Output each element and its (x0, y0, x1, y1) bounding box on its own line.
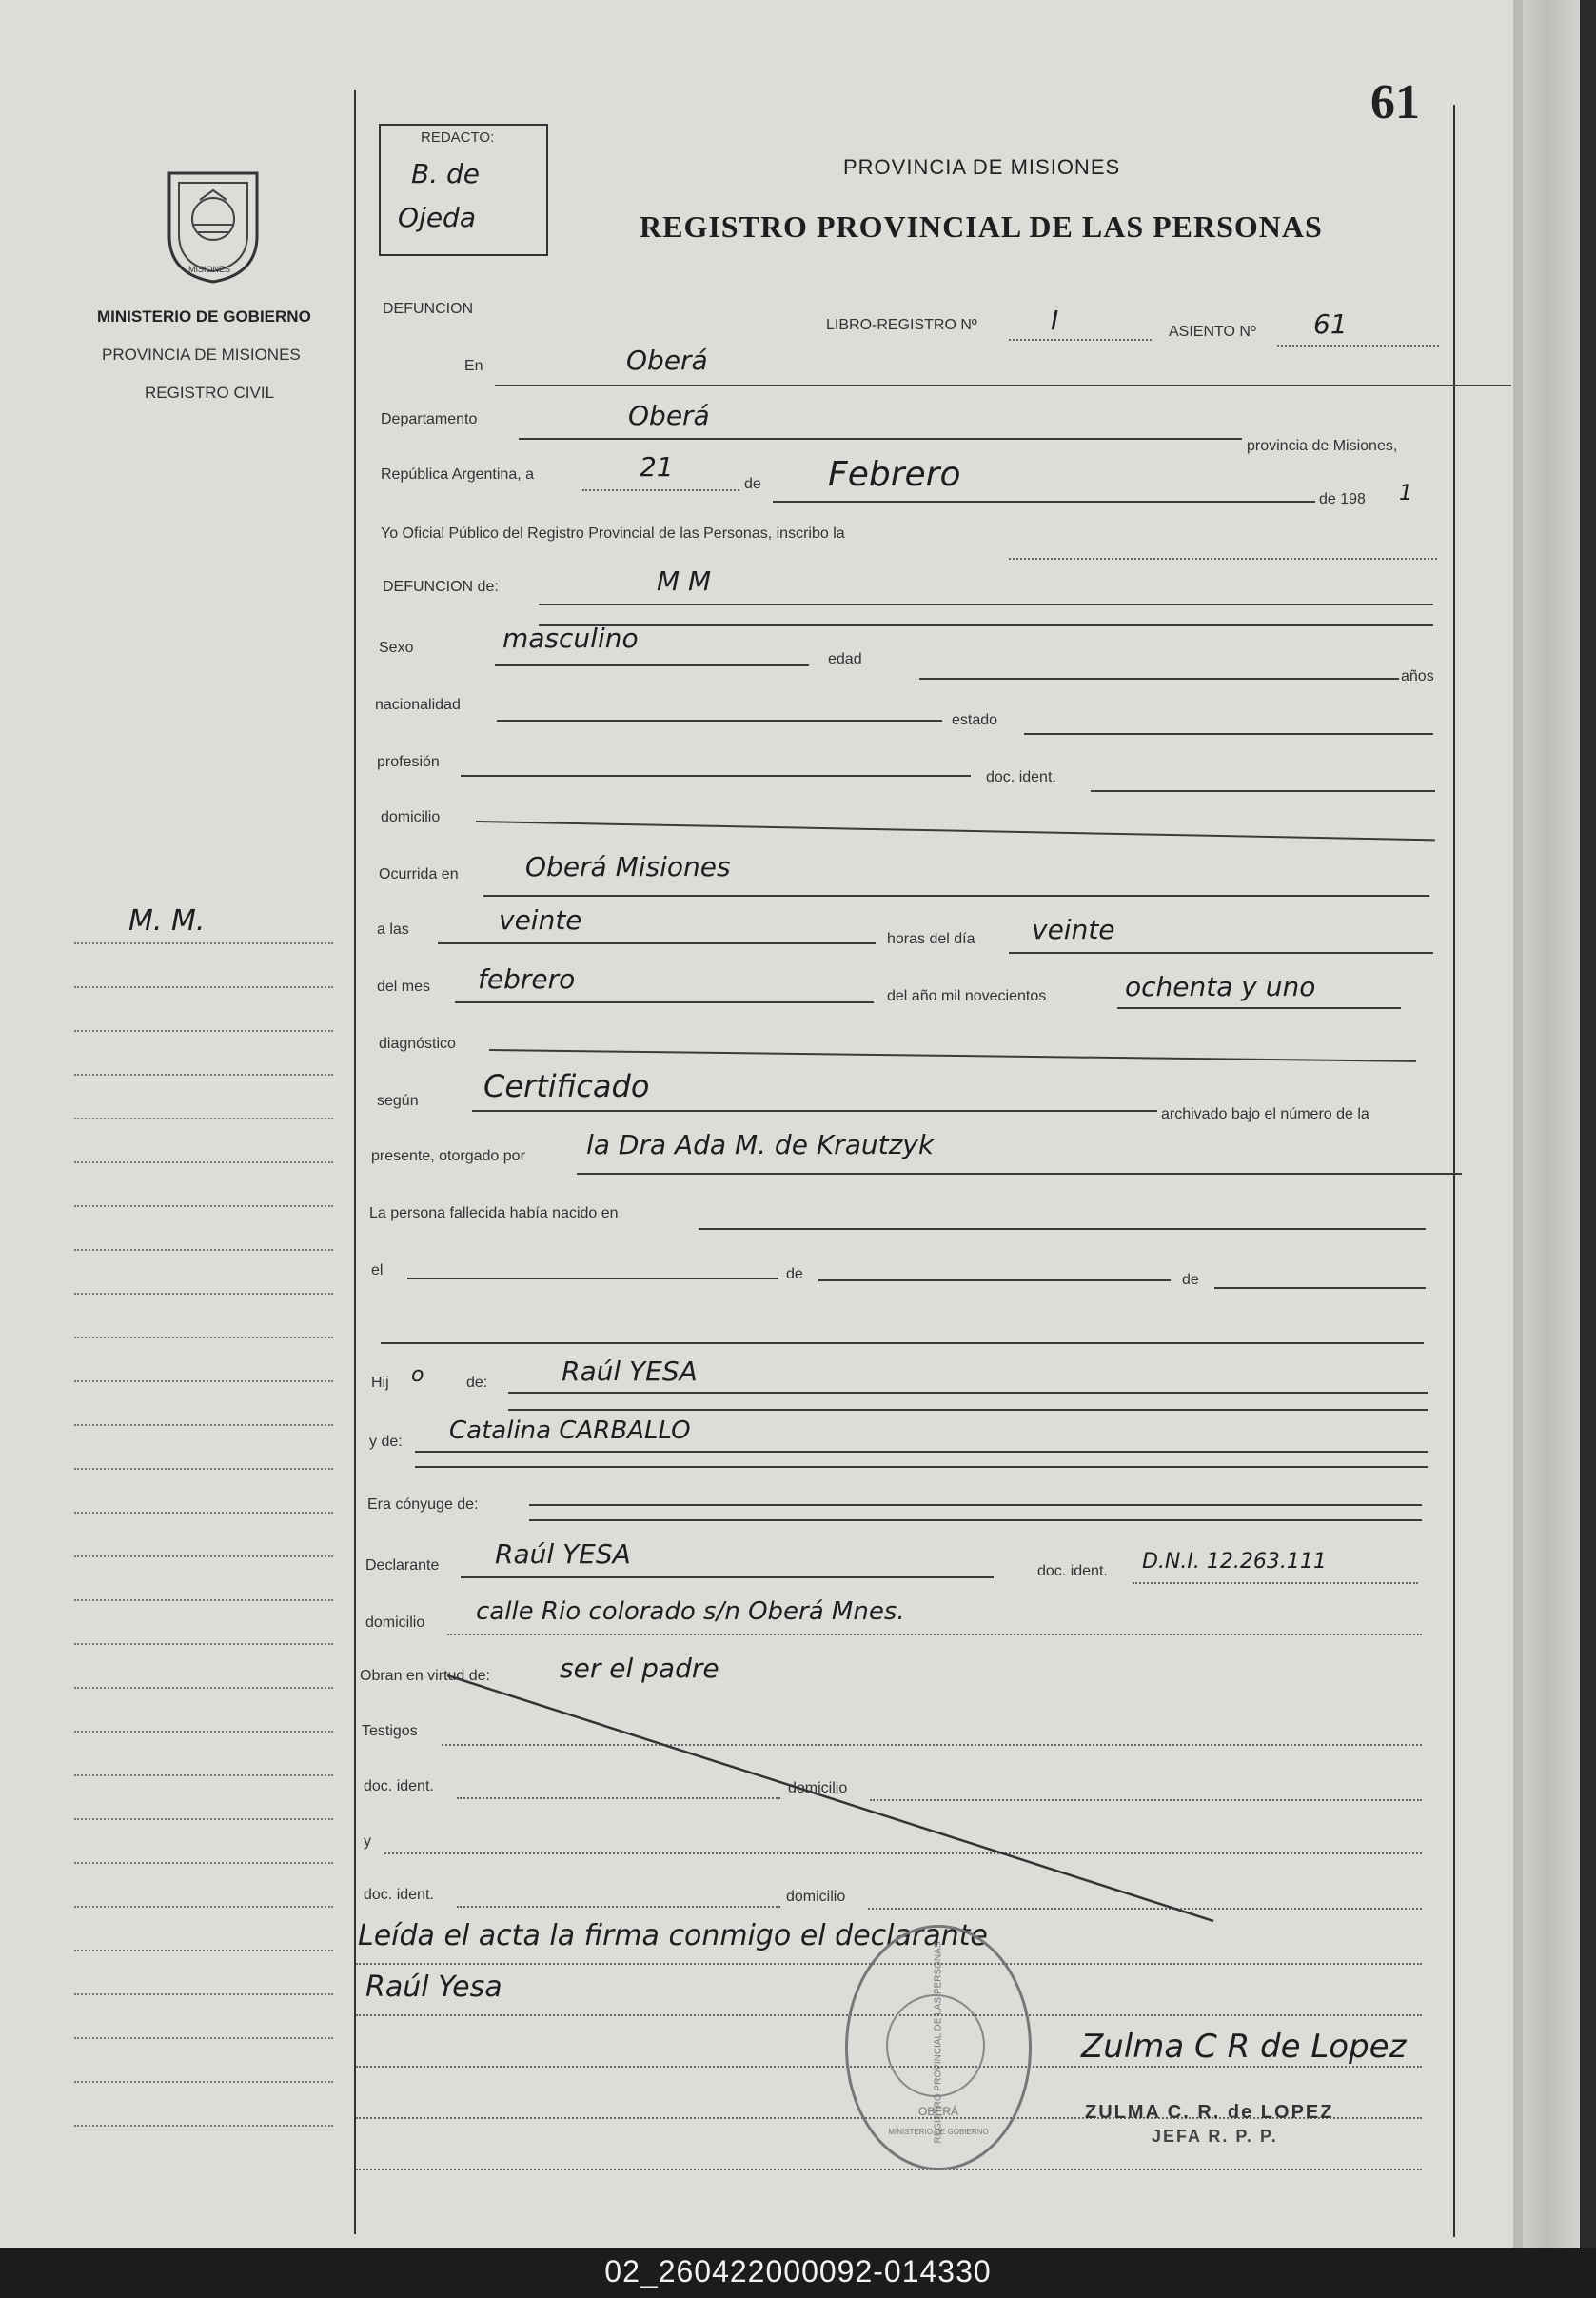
libro-value: I (1051, 305, 1059, 336)
ministry-name: MINISTERIO DE GOBIERNO (97, 307, 311, 326)
t-doc1-label: doc. ident. (364, 1778, 434, 1794)
leida-text: Leída el acta la firma conmigo el declarante (358, 1919, 988, 1952)
defuncion-de-label: DEFUNCION de: (383, 579, 499, 595)
provincia-suffix: provincia de Misiones, (1247, 438, 1398, 454)
declarant-signature: Raúl Yesa (365, 1971, 502, 2004)
footer-id: 02_260422000092-014330 (604, 2254, 992, 2288)
edad-label: edad (828, 651, 862, 667)
sidebar-civil-registry: REGISTRO CIVIL (145, 384, 275, 402)
hijo-label-a: Hij (371, 1375, 389, 1391)
a-las-label: a las (377, 921, 409, 938)
presente-value: la Dra Ada M. de Krautzyk (586, 1129, 935, 1160)
nacido-label: La persona fallecida había nacido en (369, 1205, 619, 1221)
decl-doc-value: D.N.I. 12.263.111 (1142, 1550, 1327, 1574)
el-label: el (371, 1262, 384, 1278)
hijo-value: Raúl YESA (562, 1356, 698, 1387)
del-mes-value: febrero (478, 963, 576, 995)
asiento-label: ASIENTO Nº (1169, 324, 1256, 340)
declarante-value: Raúl YESA (495, 1538, 631, 1570)
diagnostico-label: diagnóstico (379, 1036, 456, 1052)
header-registry: REGISTRO PROVINCIAL DE LAS PERSONAS (640, 209, 1323, 244)
sexo-label: Sexo (379, 640, 414, 656)
y-de-value: Catalina CARBALLO (449, 1416, 691, 1445)
horas-value: veinte (1032, 914, 1115, 945)
closing-line-5 (356, 2169, 1422, 2170)
en-label: En (464, 358, 483, 374)
ocurrida-value: Oberá Misiones (525, 851, 731, 882)
act-type: DEFUNCION (383, 301, 474, 317)
asiento-value: 61 (1313, 308, 1348, 340)
del-mes-label: del mes (377, 979, 431, 995)
t-dom1-label: domicilio (788, 1780, 848, 1796)
defuncion-de-value: M M (657, 565, 712, 597)
domicilio-label: domicilio (381, 809, 441, 825)
ocurrida-label: Ocurrida en (379, 866, 459, 882)
decl-doc-label: doc. ident. (1037, 1563, 1108, 1579)
presente-label: presente, otorgado por (371, 1148, 525, 1164)
departamento-value: Oberá (628, 400, 710, 431)
obran-value: ser el padre (560, 1653, 719, 1684)
a-las-value: veinte (499, 904, 582, 936)
departamento-label: Departamento (381, 411, 478, 427)
del-ano-label: del año mil novecientos (887, 988, 1047, 1004)
t-y-label: y (364, 1833, 371, 1850)
del-ano-value: ochenta y uno (1125, 971, 1316, 1002)
t-dom2-label: domicilio (786, 1889, 846, 1905)
official-signature: Zulma C R de Lopez (1081, 2028, 1407, 2066)
segun-label: según (377, 1093, 419, 1109)
y-de-label: y de: (369, 1434, 403, 1450)
emblem-text: MISIONES (188, 265, 231, 274)
doc-ident-label: doc. ident. (986, 769, 1056, 785)
header-province: PROVINCIA DE MISIONES (843, 155, 1121, 179)
profesion-label: profesión (377, 754, 440, 770)
official-stamp (845, 1925, 1032, 2170)
declarante-label: Declarante (365, 1557, 440, 1574)
official-name: ZULMA C. R. de LOPEZ (1085, 2102, 1334, 2123)
testigos-label: Testigos (362, 1723, 418, 1739)
nacionalidad-label: nacionalidad (375, 697, 461, 713)
oficial-text: Yo Oficial Público del Registro Provincial de las Personas, inscribo la (381, 525, 845, 542)
hijo-label-b: de: (466, 1375, 488, 1391)
en-value: Oberá (626, 345, 708, 376)
margin-note: M. M. (128, 904, 206, 938)
sidebar-province: PROVINCIA DE MISIONES (102, 346, 301, 364)
redacto-label: REDACTO: (421, 129, 495, 146)
month-value: Febrero (828, 455, 961, 494)
obran-label: Obran en virtud de: (360, 1668, 490, 1684)
official-title: JEFA R. P. P. (1152, 2127, 1278, 2146)
horas-label: horas del día (887, 931, 975, 947)
libro-label: LIBRO-REGISTRO Nº (826, 317, 977, 333)
page-number: 61 (1370, 75, 1420, 129)
conyuge-label: Era cónyuge de: (367, 1496, 479, 1513)
t-doc2-label: doc. ident. (364, 1887, 434, 1903)
stamp-bottom-text: OBERÁ (917, 2105, 958, 2118)
estado-label: estado (952, 712, 998, 728)
redacto-line2: Ojeda (398, 202, 476, 233)
decl-domicilio-value: calle Rio colorado s/n Oberá Mnes. (476, 1597, 905, 1626)
stamp-ring-text: REGISTRO PROVINCIAL DE LAS PERSONAS (933, 1941, 944, 2144)
republica-label: República Argentina, a (381, 466, 534, 483)
stamp-ministry-text: MINISTERIO DE GOBIERNO (888, 2128, 989, 2136)
de-label: de (744, 476, 761, 492)
archivado-label: archivado bajo el número de la (1161, 1106, 1369, 1122)
de1-label: de (786, 1266, 803, 1282)
redacto-line1: B. de (411, 158, 481, 189)
sexo-value: masculino (502, 623, 639, 654)
segun-value: Certificado (483, 1068, 650, 1104)
de2-label: de (1182, 1272, 1199, 1288)
day-value: 21 (640, 451, 674, 483)
year-suffix: 1 (1399, 482, 1412, 505)
decl-domicilio-label: domicilio (365, 1615, 425, 1631)
anos-label: años (1401, 668, 1434, 684)
year-prefix: de 198 (1319, 491, 1366, 507)
hijo-label-o: o (411, 1363, 424, 1387)
